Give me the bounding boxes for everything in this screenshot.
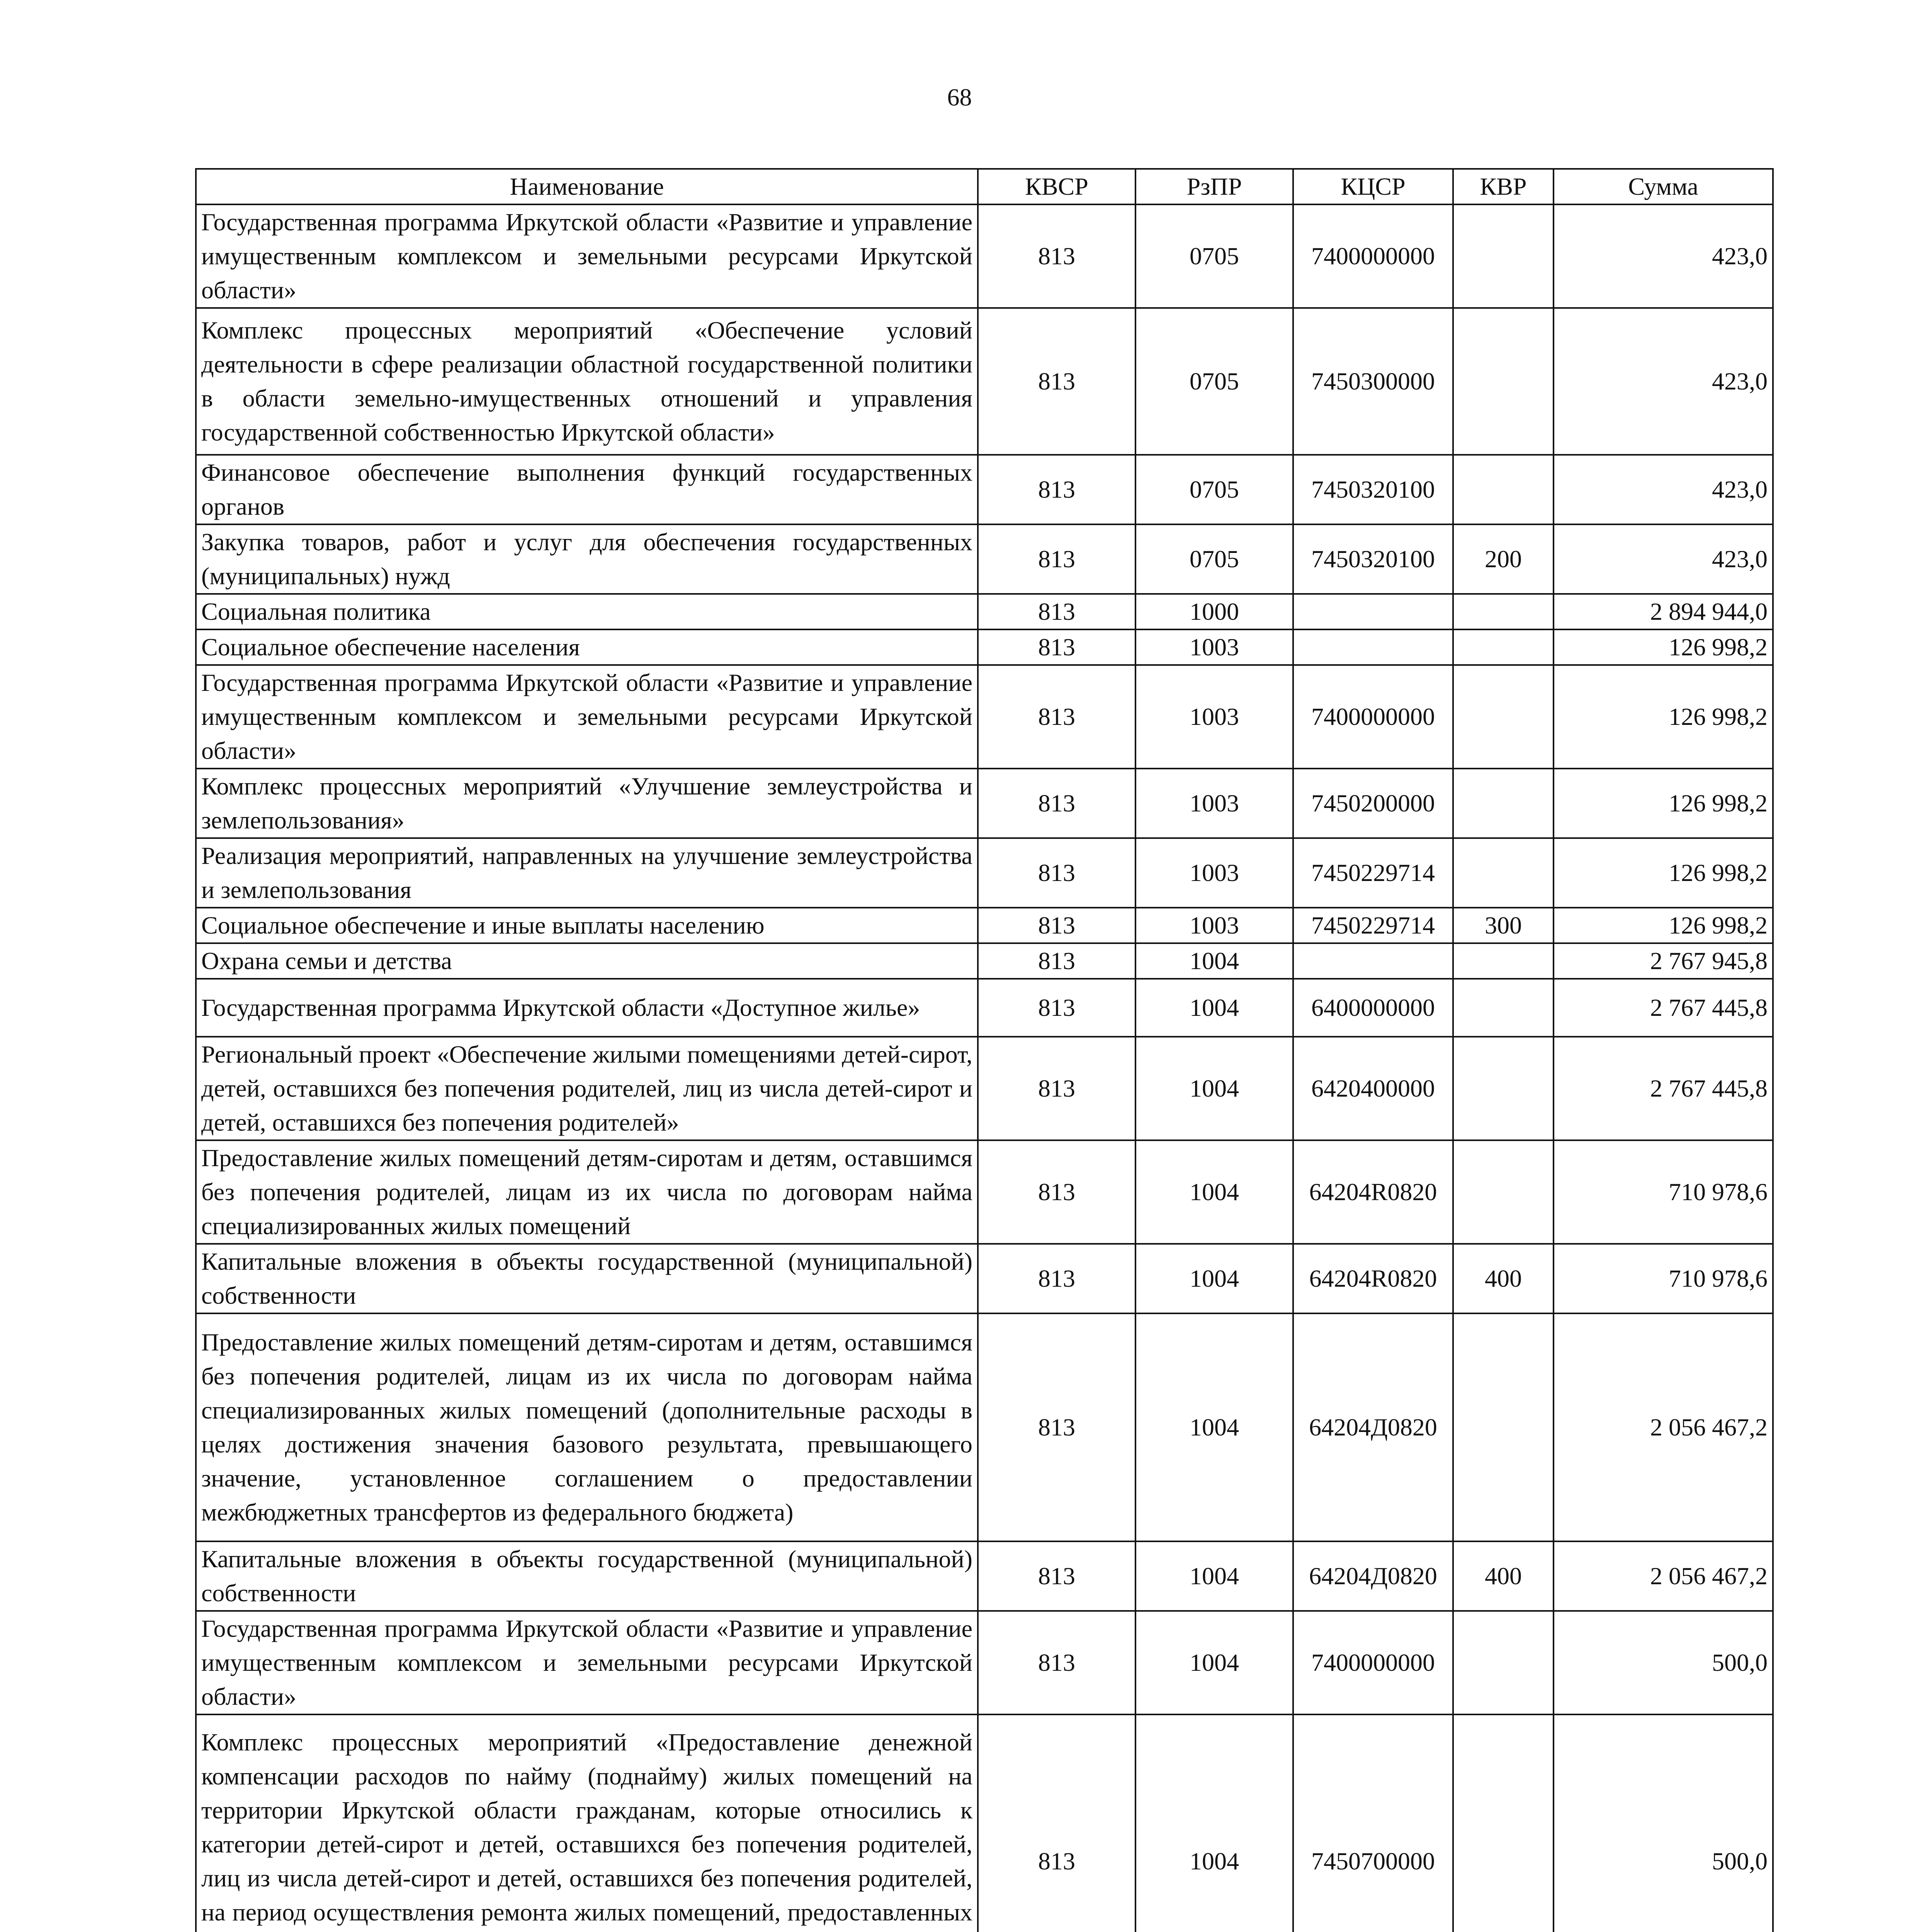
cell-sum: 2 767 445,8 (1554, 1037, 1773, 1140)
cell-kvsr: 813 (978, 838, 1135, 908)
table-row (196, 1244, 1773, 1313)
table-header-row (196, 169, 1773, 204)
cell-kcsr: 7450229714 (1293, 838, 1453, 908)
cell-kvr (1453, 943, 1554, 979)
cell-kvr (1453, 838, 1554, 908)
cell-kvsr: 813 (978, 455, 1135, 524)
cell-name: Капитальные вложения в объекты государственной (муниципальной) собственности (196, 1244, 978, 1313)
cell-name: Предоставление жилых помещений детям-сиротам и детям, оставшимся без попечения родителей, лицам из их числа по договорам найма специализированных жилых помещений (дополнительные расходы в целях достижения значения базового результата, превышающего значение, установленное соглашением о предоставлении межбюджетных трансфертов из федерального бюджета) (196, 1313, 978, 1541)
cell-sum: 710 978,6 (1554, 1244, 1773, 1313)
cell-sum: 423,0 (1554, 308, 1773, 455)
table-row (196, 524, 1773, 594)
cell-sum: 423,0 (1554, 524, 1773, 594)
cell-sum: 710 978,6 (1554, 1140, 1773, 1244)
cell-rzpr: 1004 (1135, 1541, 1293, 1611)
column-header-rzpr: РзПР (1135, 169, 1293, 204)
cell-rzpr: 1003 (1135, 908, 1293, 943)
cell-kvr (1453, 629, 1554, 665)
cell-name: Финансовое обеспечение выполнения функций государственных органов (196, 455, 978, 524)
table-row (196, 629, 1773, 665)
cell-kvr (1453, 455, 1554, 524)
cell-kcsr: 7400000000 (1293, 1611, 1453, 1714)
cell-kvr (1453, 769, 1554, 838)
cell-kcsr: 7450320100 (1293, 524, 1453, 594)
cell-name: Капитальные вложения в объекты государственной (муниципальной) собственности (196, 1541, 978, 1611)
cell-name: Комплекс процессных мероприятий «Предоставление денежной компенсации расходов по найму (поднайму) жилых помещений на территории Иркутской области гражданам, которые относились к категории детей-сирот и детей, оставшихся без попечения родителей, лиц из числа детей-сирот и детей, оставшихся без попечения родителей, на период осуществления ремонта жилых помещений, предоставленных (196, 1714, 978, 1932)
cell-name: Государственная программа Иркутской области «Доступное жилье» (196, 979, 978, 1037)
cell-kvr (1453, 979, 1554, 1037)
table-row (196, 204, 1773, 308)
cell-rzpr: 1003 (1135, 838, 1293, 908)
cell-kvr (1453, 594, 1554, 629)
cell-sum: 126 998,2 (1554, 665, 1773, 769)
cell-kcsr: 7400000000 (1293, 665, 1453, 769)
cell-kvsr: 813 (978, 204, 1135, 308)
table-row (196, 838, 1773, 908)
cell-kcsr: 64204Д0820 (1293, 1541, 1453, 1611)
table-row (196, 594, 1773, 629)
cell-name: Государственная программа Иркутской области «Развитие и управление имущественным комплексом и земельными ресурсами Иркутской области» (196, 1611, 978, 1714)
cell-rzpr: 1003 (1135, 665, 1293, 769)
cell-kvsr: 813 (978, 665, 1135, 769)
cell-rzpr: 1004 (1135, 1714, 1293, 1932)
cell-rzpr: 1004 (1135, 1244, 1293, 1313)
cell-sum: 2 894 944,0 (1554, 594, 1773, 629)
cell-sum: 126 998,2 (1554, 908, 1773, 943)
cell-name: Предоставление жилых помещений детям-сиротам и детям, оставшимся без попечения родителей, лицам из их числа по договорам найма специализированных жилых помещений (196, 1140, 978, 1244)
cell-name: Комплекс процессных мероприятий «Обеспечение условий деятельности в сфере реализации областной государственной политики в области земельно-имущественных отношений и управления государственной собственностью Иркутской области» (196, 308, 978, 455)
cell-kvsr: 813 (978, 769, 1135, 838)
cell-kvr: 400 (1453, 1541, 1554, 1611)
cell-sum: 126 998,2 (1554, 838, 1773, 908)
cell-kvsr: 813 (978, 1313, 1135, 1541)
cell-kcsr: 64204Д0820 (1293, 1313, 1453, 1541)
cell-kvsr: 813 (978, 1541, 1135, 1611)
table-row (196, 943, 1773, 979)
cell-kcsr: 7450300000 (1293, 308, 1453, 455)
cell-name: Охрана семьи и детства (196, 943, 978, 979)
cell-kvsr: 813 (978, 979, 1135, 1037)
cell-kcsr: 64204R0820 (1293, 1244, 1453, 1313)
cell-kvr: 200 (1453, 524, 1554, 594)
table-row (196, 1611, 1773, 1714)
cell-kvr (1453, 1313, 1554, 1541)
cell-kvr (1453, 665, 1554, 769)
cell-kcsr (1293, 594, 1453, 629)
cell-sum: 500,0 (1554, 1714, 1773, 1932)
cell-kcsr: 7400000000 (1293, 204, 1453, 308)
cell-kvsr: 813 (978, 1037, 1135, 1140)
cell-kvr (1453, 1037, 1554, 1140)
cell-rzpr: 1004 (1135, 1037, 1293, 1140)
cell-kcsr: 7450229714 (1293, 908, 1453, 943)
cell-sum: 2 767 945,8 (1554, 943, 1773, 979)
cell-rzpr: 1004 (1135, 1313, 1293, 1541)
table-row (196, 455, 1773, 524)
cell-name: Государственная программа Иркутской области «Развитие и управление имущественным комплексом и земельными ресурсами Иркутской области» (196, 204, 978, 308)
table-row (196, 308, 1773, 455)
cell-sum: 423,0 (1554, 204, 1773, 308)
table-row (196, 769, 1773, 838)
cell-rzpr: 0705 (1135, 204, 1293, 308)
cell-kcsr (1293, 943, 1453, 979)
page-number: 68 (947, 83, 972, 111)
cell-name: Реализация мероприятий, направленных на улучшение землеустройства и землепользования (196, 838, 978, 908)
cell-rzpr: 1003 (1135, 769, 1293, 838)
cell-kcsr (1293, 629, 1453, 665)
cell-name: Комплекс процессных мероприятий «Улучшение землеустройства и землепользования» (196, 769, 978, 838)
cell-sum: 126 998,2 (1554, 769, 1773, 838)
cell-kvsr: 813 (978, 1140, 1135, 1244)
cell-kvsr: 813 (978, 629, 1135, 665)
cell-kvr: 400 (1453, 1244, 1554, 1313)
cell-kvr: 300 (1453, 908, 1554, 943)
cell-sum: 2 056 467,2 (1554, 1541, 1773, 1611)
cell-name: Закупка товаров, работ и услуг для обеспечения государственных (муниципальных) нужд (196, 524, 978, 594)
cell-kvsr: 813 (978, 1714, 1135, 1932)
cell-kcsr: 7450700000 (1293, 1714, 1453, 1932)
table-body (196, 204, 1773, 1932)
cell-name: Социальная политика (196, 594, 978, 629)
cell-rzpr: 1004 (1135, 943, 1293, 979)
cell-kvsr: 813 (978, 308, 1135, 455)
cell-rzpr: 0705 (1135, 455, 1293, 524)
cell-rzpr: 1004 (1135, 1611, 1293, 1714)
cell-kvsr: 813 (978, 943, 1135, 979)
table-row (196, 908, 1773, 943)
table-row (196, 1313, 1773, 1541)
cell-kcsr: 7450200000 (1293, 769, 1453, 838)
table-row (196, 1037, 1773, 1140)
cell-kvr (1453, 1140, 1554, 1244)
cell-kvsr: 813 (978, 908, 1135, 943)
cell-kvsr: 813 (978, 1611, 1135, 1714)
cell-name: Социальное обеспечение населения (196, 629, 978, 665)
cell-sum: 126 998,2 (1554, 629, 1773, 665)
cell-rzpr: 0705 (1135, 524, 1293, 594)
cell-name: Социальное обеспечение и иные выплаты населению (196, 908, 978, 943)
cell-kcsr: 6400000000 (1293, 979, 1453, 1037)
cell-kcsr: 64204R0820 (1293, 1140, 1453, 1244)
cell-name: Государственная программа Иркутской области «Развитие и управление имущественным комплексом и земельными ресурсами Иркутской области» (196, 665, 978, 769)
table-row (196, 979, 1773, 1037)
column-header-kvsr: КВСР (978, 169, 1135, 204)
cell-name: Региональный проект «Обеспечение жилыми помещениями детей-сирот, детей, оставшихся без попечения родителей, лиц из числа детей-сирот и детей, оставшихся без попечения родителей» (196, 1037, 978, 1140)
cell-sum: 2 767 445,8 (1554, 979, 1773, 1037)
cell-rzpr: 0705 (1135, 308, 1293, 455)
table-row (196, 1541, 1773, 1611)
column-header-kcsr: КЦСР (1293, 169, 1453, 204)
cell-kvr (1453, 1714, 1554, 1932)
cell-sum: 500,0 (1554, 1611, 1773, 1714)
cell-rzpr: 1003 (1135, 629, 1293, 665)
cell-rzpr: 1004 (1135, 979, 1293, 1037)
budget-table (195, 168, 1774, 1932)
cell-kvr (1453, 308, 1554, 455)
cell-kcsr: 6420400000 (1293, 1037, 1453, 1140)
cell-kvsr: 813 (978, 524, 1135, 594)
table-row (196, 1140, 1773, 1244)
table-row (196, 1714, 1773, 1932)
cell-sum: 2 056 467,2 (1554, 1313, 1773, 1541)
cell-kvsr: 813 (978, 1244, 1135, 1313)
table-row (196, 665, 1773, 769)
column-header-kvr: КВР (1453, 169, 1554, 204)
cell-rzpr: 1000 (1135, 594, 1293, 629)
cell-kvr (1453, 1611, 1554, 1714)
cell-sum: 423,0 (1554, 455, 1773, 524)
column-header-sum: Сумма (1554, 169, 1773, 204)
cell-kvsr: 813 (978, 594, 1135, 629)
cell-kvr (1453, 204, 1554, 308)
column-header-name: Наименование (196, 169, 978, 204)
cell-kcsr: 7450320100 (1293, 455, 1453, 524)
cell-rzpr: 1004 (1135, 1140, 1293, 1244)
